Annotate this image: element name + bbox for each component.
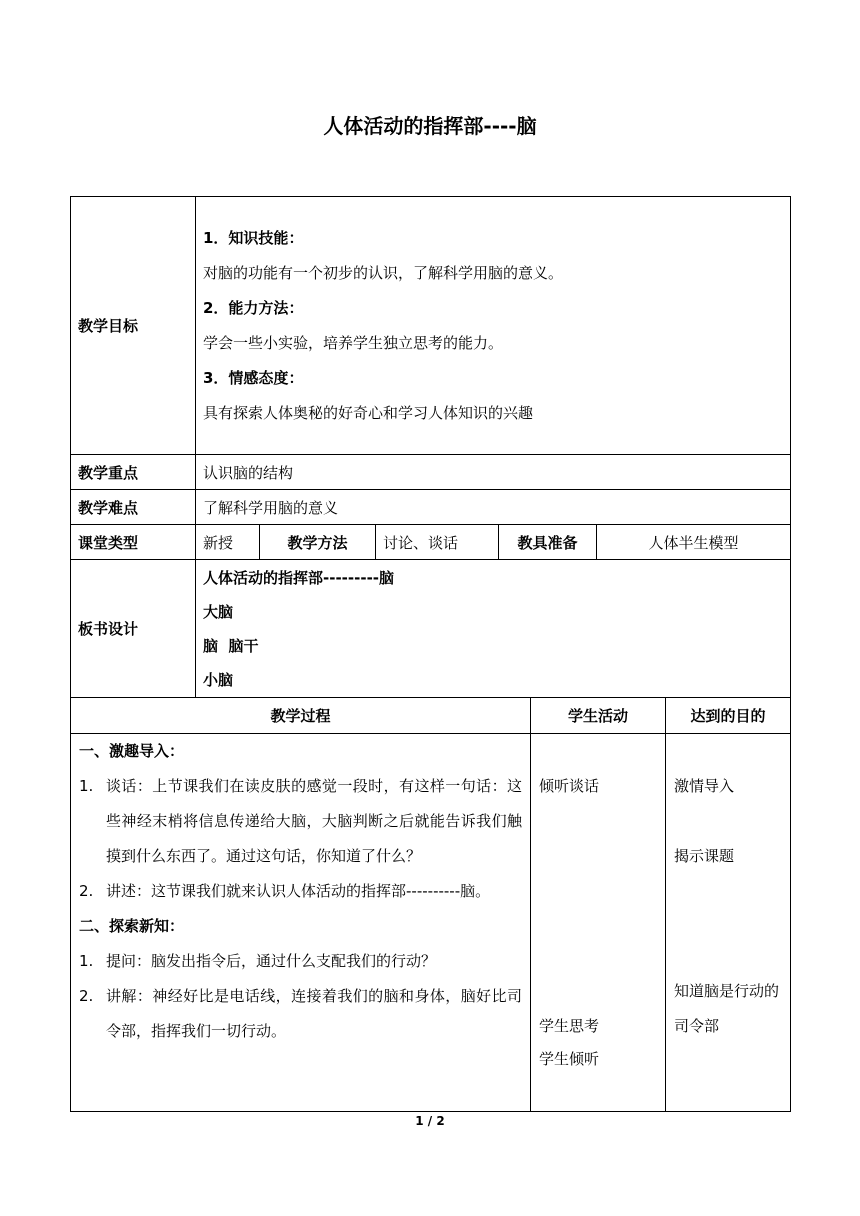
- section-title: 一、激趣导入：: [79, 742, 185, 760]
- goal-heading: 2．能力方法：: [203, 298, 304, 317]
- board-row: [71, 560, 791, 698]
- list-item: [79, 874, 522, 909]
- item-number: 1.: [79, 952, 94, 970]
- goal-row: [71, 197, 791, 455]
- board-line: 大脑: [203, 602, 234, 621]
- tools-value: 人体半生模型: [597, 525, 791, 560]
- header-goal: 达到的目的: [666, 698, 791, 734]
- list-item: [79, 944, 522, 979]
- key-label: 教学重点: [71, 455, 196, 490]
- header-process: 教学过程: [71, 698, 531, 734]
- list-item: [79, 769, 522, 874]
- class-type-row: [71, 525, 791, 560]
- process-header-row: [71, 698, 791, 734]
- goal-content: [196, 197, 791, 455]
- item-text: 提问：脑发出指令后，通过什么支配我们的行动？: [106, 952, 437, 970]
- goal-text: 对脑的功能有一个初步的认识，了解科学用脑的意义。: [203, 263, 564, 282]
- student-activity: 倾听谈话: [539, 777, 600, 795]
- page-title: 人体活动的指挥部----脑: [323, 114, 537, 138]
- board-label: 板书设计: [71, 560, 196, 698]
- student-activity-cell: [531, 734, 666, 1112]
- goal-text: 学会一些小实验，培养学生独立思考的能力。: [203, 333, 504, 352]
- student-activity: 学生思考: [539, 1017, 600, 1035]
- header-student: 学生活动: [531, 698, 666, 734]
- goal-text: 具有探索人体奥秘的好奇心和学习人体知识的兴趣: [203, 403, 534, 422]
- process-body-row: [71, 734, 791, 1112]
- teaching-process-table: [70, 697, 791, 1112]
- goal-achieved: 揭示课题: [674, 847, 735, 865]
- item-text: 谈话：上节课我们在读皮肤的感觉一段时，有这样一句话：这些神经末梢将信息传递给大脑，大脑判断之后就能告诉我们触摸到什么东西了。通过这句话，你知道了什么？: [106, 777, 522, 865]
- board-line: 小脑: [203, 670, 234, 689]
- board-content: [196, 560, 791, 698]
- type-label: 课堂类型: [71, 525, 196, 560]
- method-value: 讨论、谈话: [376, 525, 499, 560]
- difficulty-label: 教学难点: [71, 490, 196, 525]
- section-title: 二、探索新知：: [79, 917, 185, 935]
- board-line: 脑 脑干: [203, 636, 259, 655]
- item-number: 1.: [79, 777, 94, 795]
- method-label: 教学方法: [260, 525, 376, 560]
- goal-achieved: 知道脑是行动的司令部: [674, 982, 780, 1035]
- item-number: 2.: [79, 987, 94, 1005]
- key-value: 认识脑的结构: [196, 455, 791, 490]
- item-text: 讲述：这节课我们就来认识人体活动的指挥部----------脑。: [106, 882, 491, 900]
- goal-achieved: 激情导入: [674, 777, 735, 795]
- goal-heading: 1．知识技能：: [203, 228, 304, 247]
- difficulty-value: 了解科学用脑的意义: [196, 490, 791, 525]
- type-value: 新授: [196, 525, 260, 560]
- list-item: [79, 979, 522, 1049]
- item-number: 2.: [79, 882, 94, 900]
- key-row: [71, 455, 791, 490]
- goal-achieved-cell: [666, 734, 791, 1112]
- goal-heading: 3．情感态度：: [203, 368, 304, 387]
- student-activity: 学生倾听: [539, 1050, 600, 1068]
- page-number: 1 / 2: [415, 1114, 445, 1128]
- goal-label: 教学目标: [71, 197, 196, 455]
- board-line: 人体活动的指挥部---------脑: [203, 568, 395, 587]
- lesson-info-table: [70, 196, 791, 698]
- tools-label: 教具准备: [499, 525, 597, 560]
- item-text: 讲解：神经好比是电话线，连接着我们的脑和身体，脑好比司令部，指挥我们一切行动。: [106, 987, 522, 1040]
- difficulty-row: [71, 490, 791, 525]
- process-content: [71, 734, 531, 1112]
